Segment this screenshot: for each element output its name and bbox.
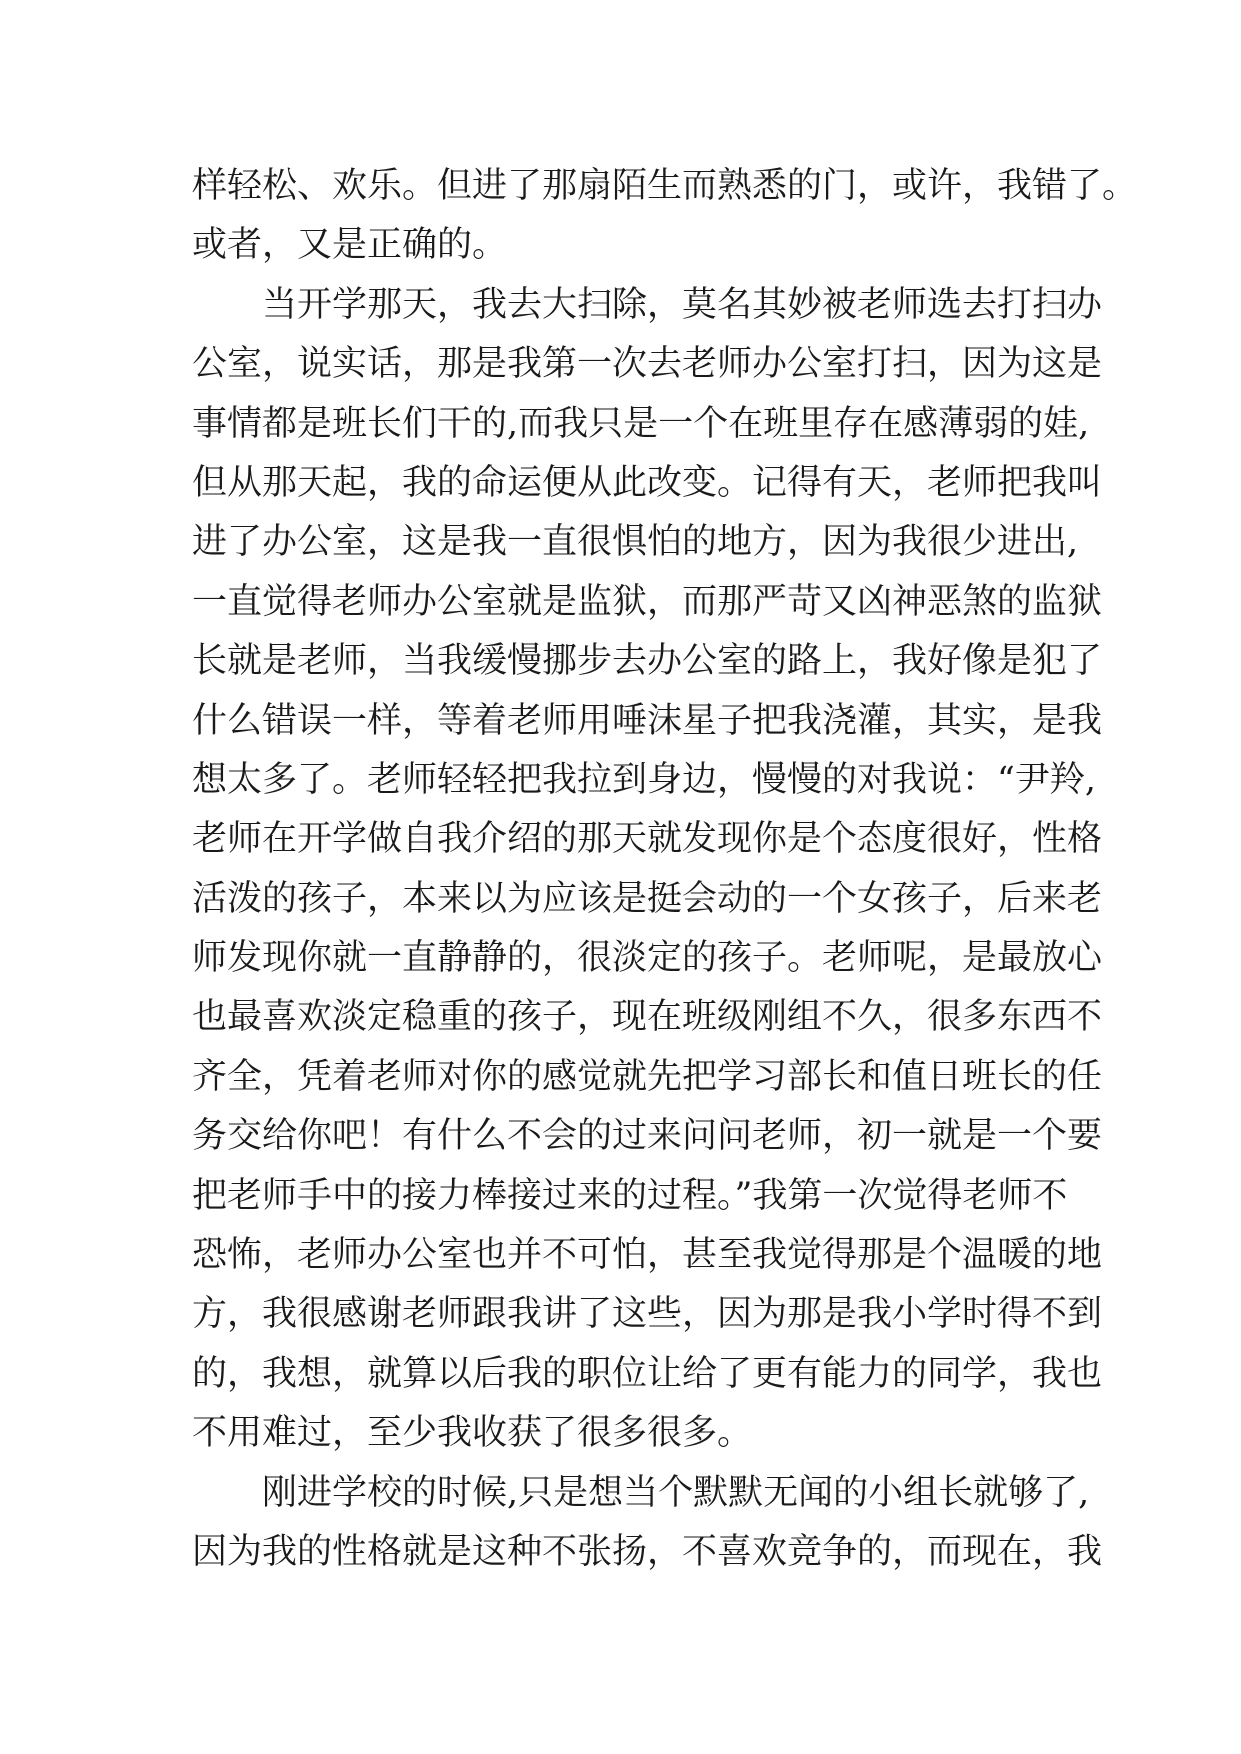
text-line: 长就是老师，当我缓慢挪步去办公室的路上，我好像是犯了 xyxy=(192,641,1103,682)
text-line: 想太多了。老师轻轻把我拉到身边，慢慢的对我说：“尹羚, xyxy=(192,759,1097,800)
text-line: 师发现你就一直静静的，很淡定的孩子。老师呢，是最放心 xyxy=(192,938,1103,979)
text-line: 样轻松、欢乐。但进了那扇陌生而熟悉的门，或许，我错了。 xyxy=(192,166,1138,206)
body-text xyxy=(192,157,1138,1582)
text-line: 当开学那天，我去大扫除，莫名其妙被老师选去打扫办 xyxy=(262,284,1103,325)
text-line: 的，我想，就算以后我的职位让给了更有能力的同学，我也 xyxy=(192,1353,1103,1394)
text-line: 老师在开学做自我介绍的那天就发现你是个态度很好，性格 xyxy=(192,819,1103,860)
text-line: 不用难过，至少我收获了很多很多。 xyxy=(192,1413,753,1454)
text-line: 把老师手中的接力棒接过来的过程。”我第一次觉得老师不 xyxy=(192,1175,1068,1216)
text-line: 恐怖，老师办公室也并不可怕，甚至我觉得那是个温暖的地 xyxy=(192,1235,1103,1276)
text-line: 方，我很感谢老师跟我讲了这些，因为那是我小学时得不到 xyxy=(192,1294,1103,1335)
text-line: 什么错误一样，等着老师用唾沫星子把我浇灌，其实，是我 xyxy=(192,700,1103,741)
text-line: 因为我的性格就是这种不张扬，不喜欢竞争的，而现在，我 xyxy=(192,1531,1103,1572)
text-line: 但从那天起，我的命运便从此改变。记得有天，老师把我叫 xyxy=(192,462,1103,503)
text-line: 齐全，凭着老师对你的感觉就先把学习部长和值日班长的任 xyxy=(192,1056,1103,1097)
text-line: 事情都是班长们干的,而我只是一个在班里存在感薄弱的娃, xyxy=(192,403,1090,444)
text-line: 公室，说实话，那是我第一次去老师办公室打扫，因为这是 xyxy=(192,344,1103,385)
text-line: 活泼的孩子，本来以为应该是挺会动的一个女孩子，后来老 xyxy=(192,878,1103,919)
text-line: 进了办公室，这是我一直很惧怕的地方，因为我很少进出, xyxy=(192,522,1079,563)
text-line: 一直觉得老师办公室就是监狱，而那严苛又凶神恶煞的监狱 xyxy=(192,581,1103,622)
text-line: 或者，又是正确的。 xyxy=(192,225,508,266)
text-line: 刚进学校的时候,只是想当个默默无闻的小组长就够了, xyxy=(262,1472,1090,1513)
text-line: 务交给你吧！有什么不会的过来问问老师，初一就是一个要 xyxy=(192,1116,1103,1157)
text-line: 也最喜欢淡定稳重的孩子，现在班级刚组不久，很多东西不 xyxy=(192,997,1103,1038)
